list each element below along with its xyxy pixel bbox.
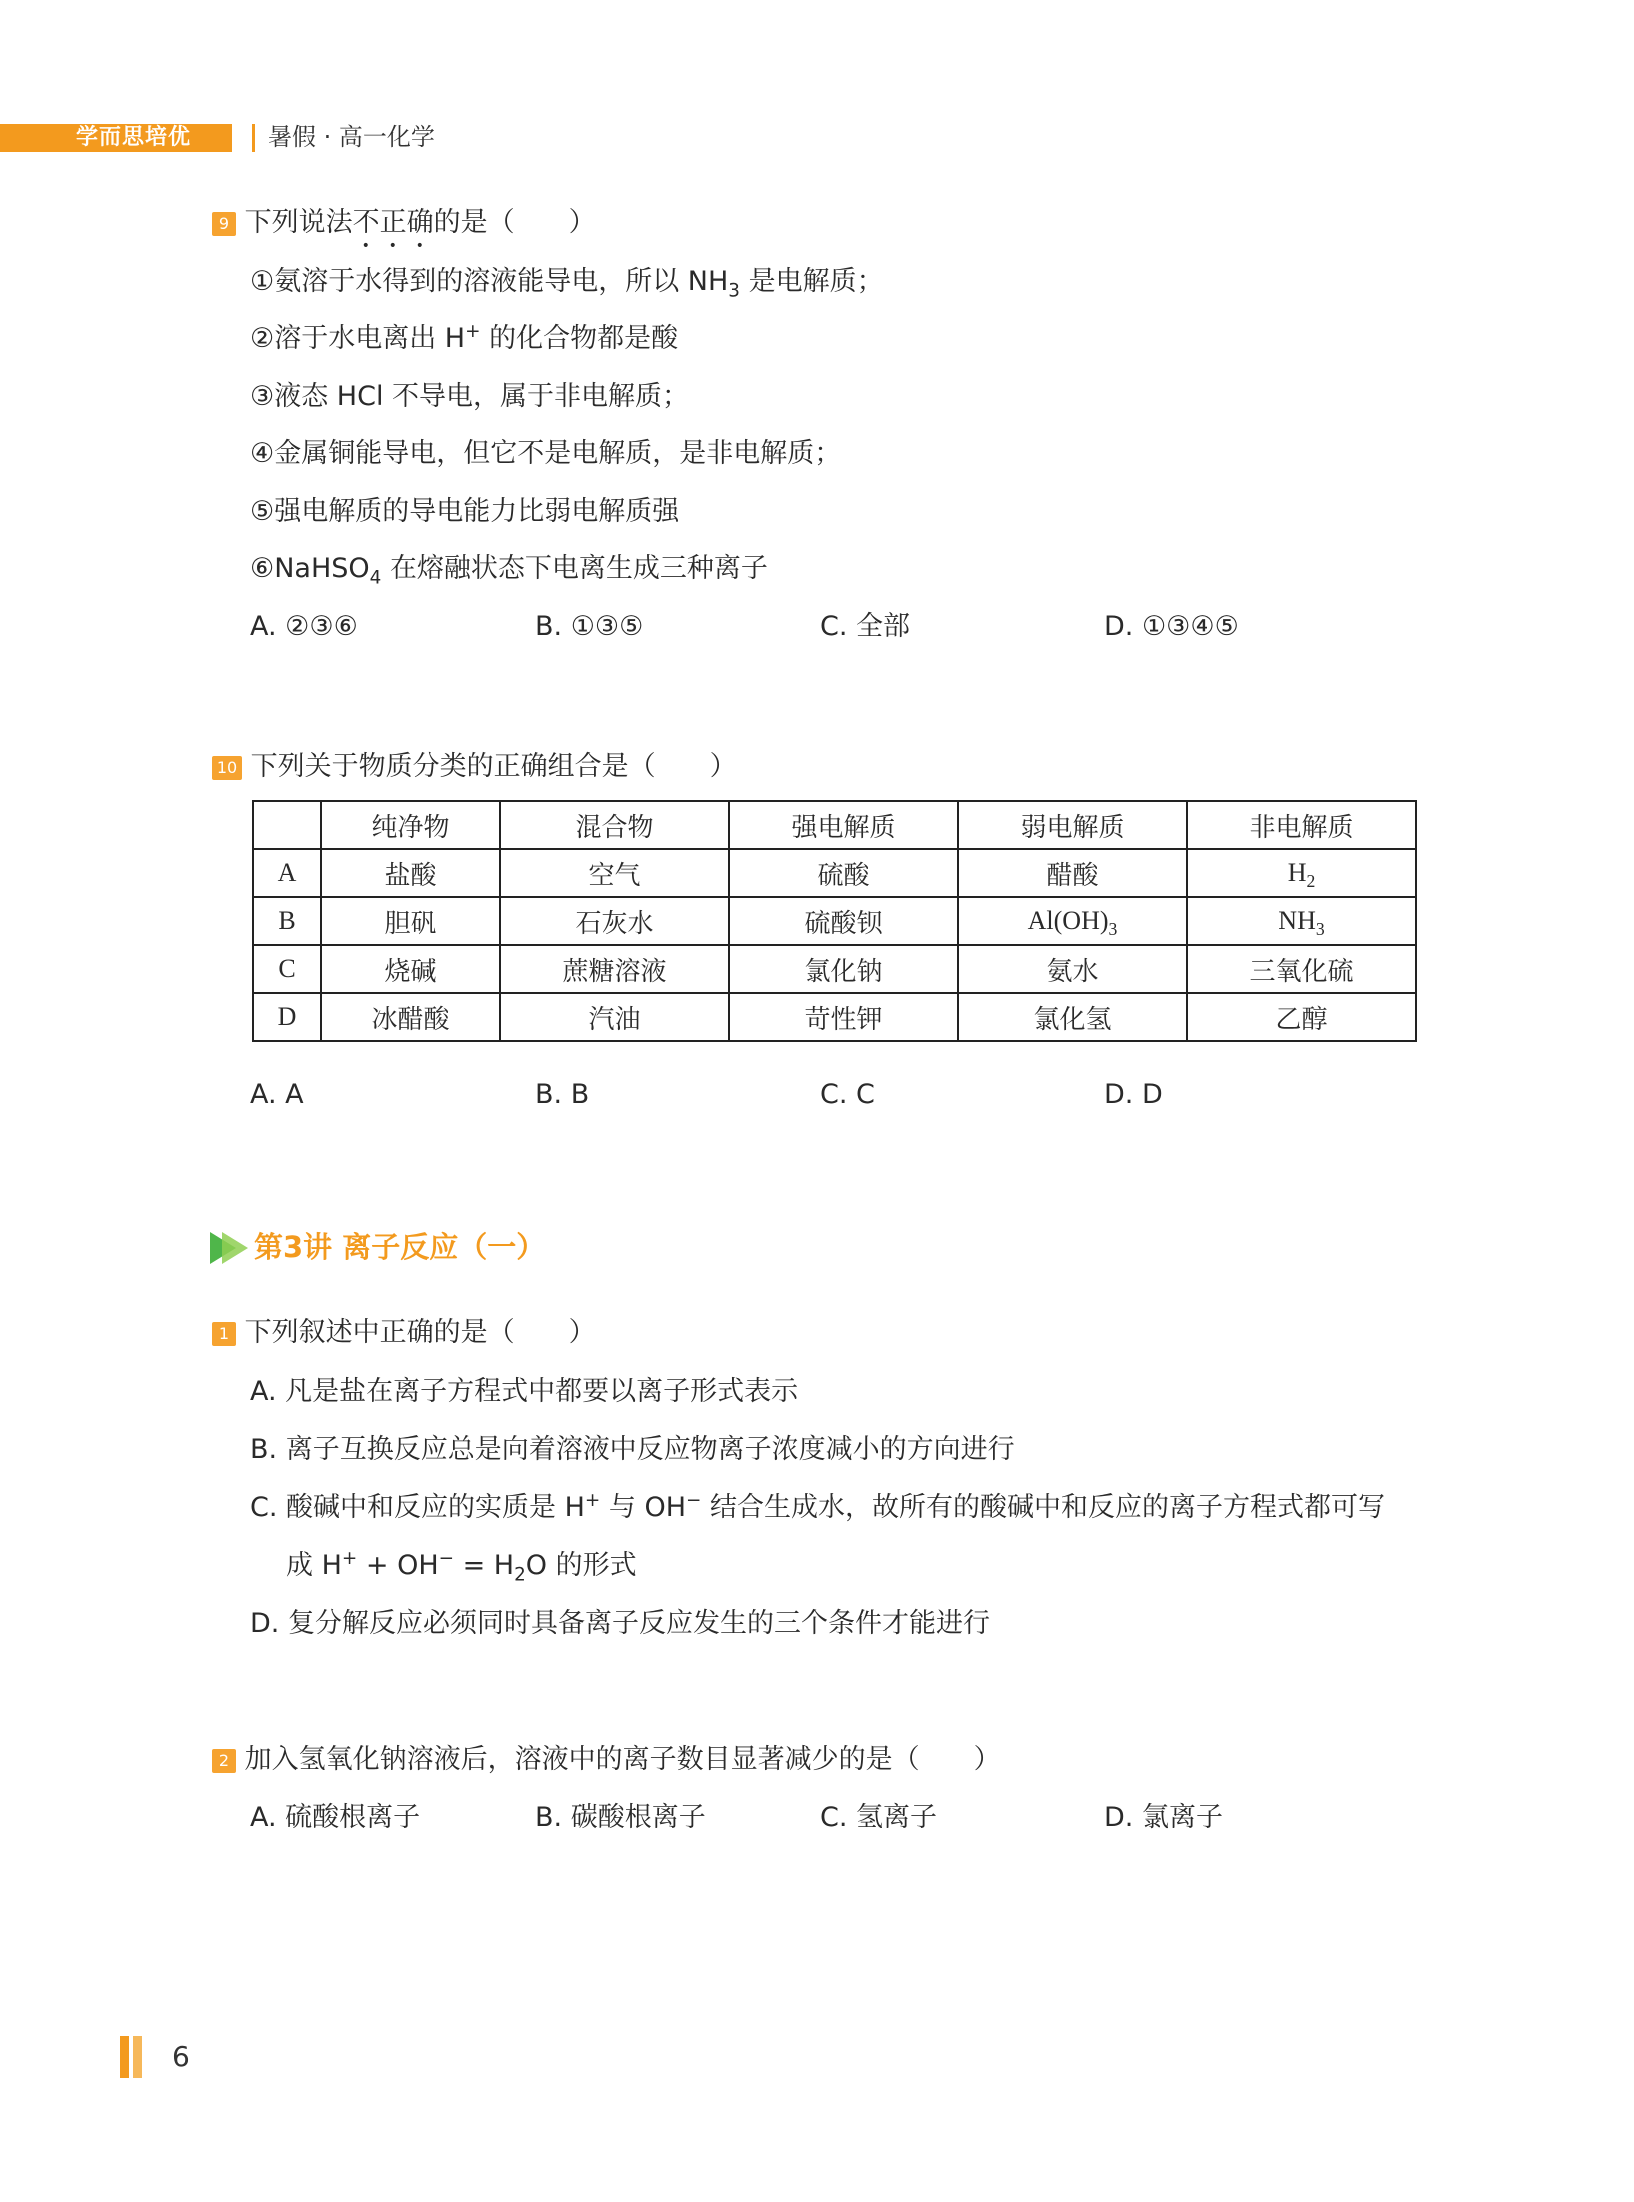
page-marker-bar bbox=[133, 2036, 142, 2078]
s1-number-badge: 1 bbox=[212, 1322, 236, 1346]
table-cell bbox=[253, 801, 321, 849]
table-cell: 空气 bbox=[500, 849, 729, 897]
s2-option-c: C. 氢离子 bbox=[820, 1802, 938, 1833]
s1-option-d: D. 复分解反应必须同时具备离子反应发生的三个条件才能进行 bbox=[250, 1608, 990, 1639]
s1-stem: 1 下列叙述中正确的是（ ） bbox=[212, 1316, 596, 1350]
table-cell: 氯化钠 bbox=[729, 945, 958, 993]
s1-option-b: B. 离子互换反应总是向着溶液中反应物离子浓度减小的方向进行 bbox=[250, 1434, 1015, 1465]
q9-item-4: ④金属铜能导电，但它不是电解质，是非电解质； bbox=[250, 438, 842, 469]
table-cell: $Al(OH)_3$ bbox=[958, 897, 1187, 945]
q9-option-c: C. 全部 bbox=[820, 611, 911, 642]
s1-option-c-line2: 成 $H^+ + OH^- = H_2O$ 的形式 bbox=[286, 1548, 637, 1586]
table-cell: 醋酸 bbox=[958, 849, 1187, 897]
table-cell: 烧碱 bbox=[321, 945, 500, 993]
table-cell: 硫酸 bbox=[729, 849, 958, 897]
s2-stem: 2 加入氢氧化钠溶液后，溶液中的离子数目显著减少的是（ ） bbox=[212, 1743, 1001, 1777]
table-cell: 胆矾 bbox=[321, 897, 500, 945]
table-cell: 石灰水 bbox=[500, 897, 729, 945]
table-cell: 硫酸钡 bbox=[729, 897, 958, 945]
table-header: 纯净物 bbox=[321, 801, 500, 849]
q9-option-a: A. ②③⑥ bbox=[250, 611, 358, 642]
table-row bbox=[253, 849, 1416, 897]
s2-number-badge: 2 bbox=[212, 1749, 236, 1773]
table-header: 非电解质 bbox=[1187, 801, 1416, 849]
table-cell: 三氧化硫 bbox=[1187, 945, 1416, 993]
table-cell: $NH_3$ bbox=[1187, 897, 1416, 945]
q9-item-1: ①氨溶于水得到的溶液能导电，所以 $NH_3$ 是电解质； bbox=[250, 266, 884, 302]
q9-emphasis: 不正确 bbox=[352, 207, 434, 238]
s2-option-d: D. 氯离子 bbox=[1104, 1802, 1223, 1833]
table-row bbox=[253, 993, 1416, 1041]
play-arrow-icon bbox=[222, 1232, 248, 1264]
page-number: 6 bbox=[172, 2040, 190, 2073]
row-label: C bbox=[253, 945, 321, 993]
table-row bbox=[253, 945, 1416, 993]
header-brand-bar bbox=[0, 124, 232, 152]
table-cell: 冰醋酸 bbox=[321, 993, 500, 1041]
q9-item-6: ⑥NaHSO$_4$ 在熔融状态下电离生成三种离子 bbox=[250, 553, 768, 589]
table-header: 弱电解质 bbox=[958, 801, 1187, 849]
table-header: 强电解质 bbox=[729, 801, 958, 849]
q9-item-5: ⑤强电解质的导电能力比弱电解质强 bbox=[250, 496, 680, 527]
row-label: B bbox=[253, 897, 321, 945]
q10-option-b: B. B bbox=[535, 1079, 590, 1110]
q9-item-3: ③液态 HCl 不导电，属于非电解质； bbox=[250, 381, 690, 412]
s2-option-b: B. 碳酸根离子 bbox=[535, 1802, 706, 1833]
table-cell: $H_2$ bbox=[1187, 849, 1416, 897]
header-title: 暑假 · 高一化学 bbox=[268, 123, 435, 151]
table-cell: 蔗糖溶液 bbox=[500, 945, 729, 993]
table-cell: 氨水 bbox=[958, 945, 1187, 993]
s1-option-a: A. 凡是盐在离子方程式中都要以离子形式表示 bbox=[250, 1376, 799, 1407]
table-cell: 氯化氢 bbox=[958, 993, 1187, 1041]
table-cell: 汽油 bbox=[500, 993, 729, 1041]
q10-stem: 10 下列关于物质分类的正确组合是（ ） bbox=[212, 750, 737, 784]
table-cell: 乙醇 bbox=[1187, 993, 1416, 1041]
table-header-row bbox=[253, 801, 1416, 849]
classification-table bbox=[252, 800, 1417, 1042]
q10-option-c: C. C bbox=[820, 1079, 875, 1110]
table-row bbox=[253, 897, 1416, 945]
q10-number-badge: 10 bbox=[212, 756, 242, 780]
row-label: D bbox=[253, 993, 321, 1041]
q9-number-badge: 9 bbox=[212, 212, 236, 236]
q9-item-2: ②溶于水电离出 H+ 的化合物都是酸 bbox=[250, 321, 679, 354]
q9-stem: 9 下列说法不正确的是（ ） bbox=[212, 206, 596, 254]
q9-option-b: B. ①③⑤ bbox=[535, 611, 644, 642]
s1-option-c-line1: C. 酸碱中和反应的实质是 H+ 与 OH− 结合生成水，故所有的酸碱中和反应的离子方程式都可写 bbox=[250, 1490, 1386, 1523]
row-label: A bbox=[253, 849, 321, 897]
section-title: 第3讲 离子反应（一） bbox=[254, 1230, 546, 1264]
q9-option-d: D. ①③④⑤ bbox=[1104, 611, 1239, 642]
table-cell: 盐酸 bbox=[321, 849, 500, 897]
table-header: 混合物 bbox=[500, 801, 729, 849]
header-divider bbox=[252, 124, 255, 152]
table-cell: 苛性钾 bbox=[729, 993, 958, 1041]
s2-option-a: A. 硫酸根离子 bbox=[250, 1802, 421, 1833]
q10-option-a: A. A bbox=[250, 1079, 304, 1110]
brand-logo: 学而思培优 bbox=[76, 125, 192, 150]
q10-option-d: D. D bbox=[1104, 1079, 1163, 1110]
page-marker-bar bbox=[120, 2036, 129, 2078]
